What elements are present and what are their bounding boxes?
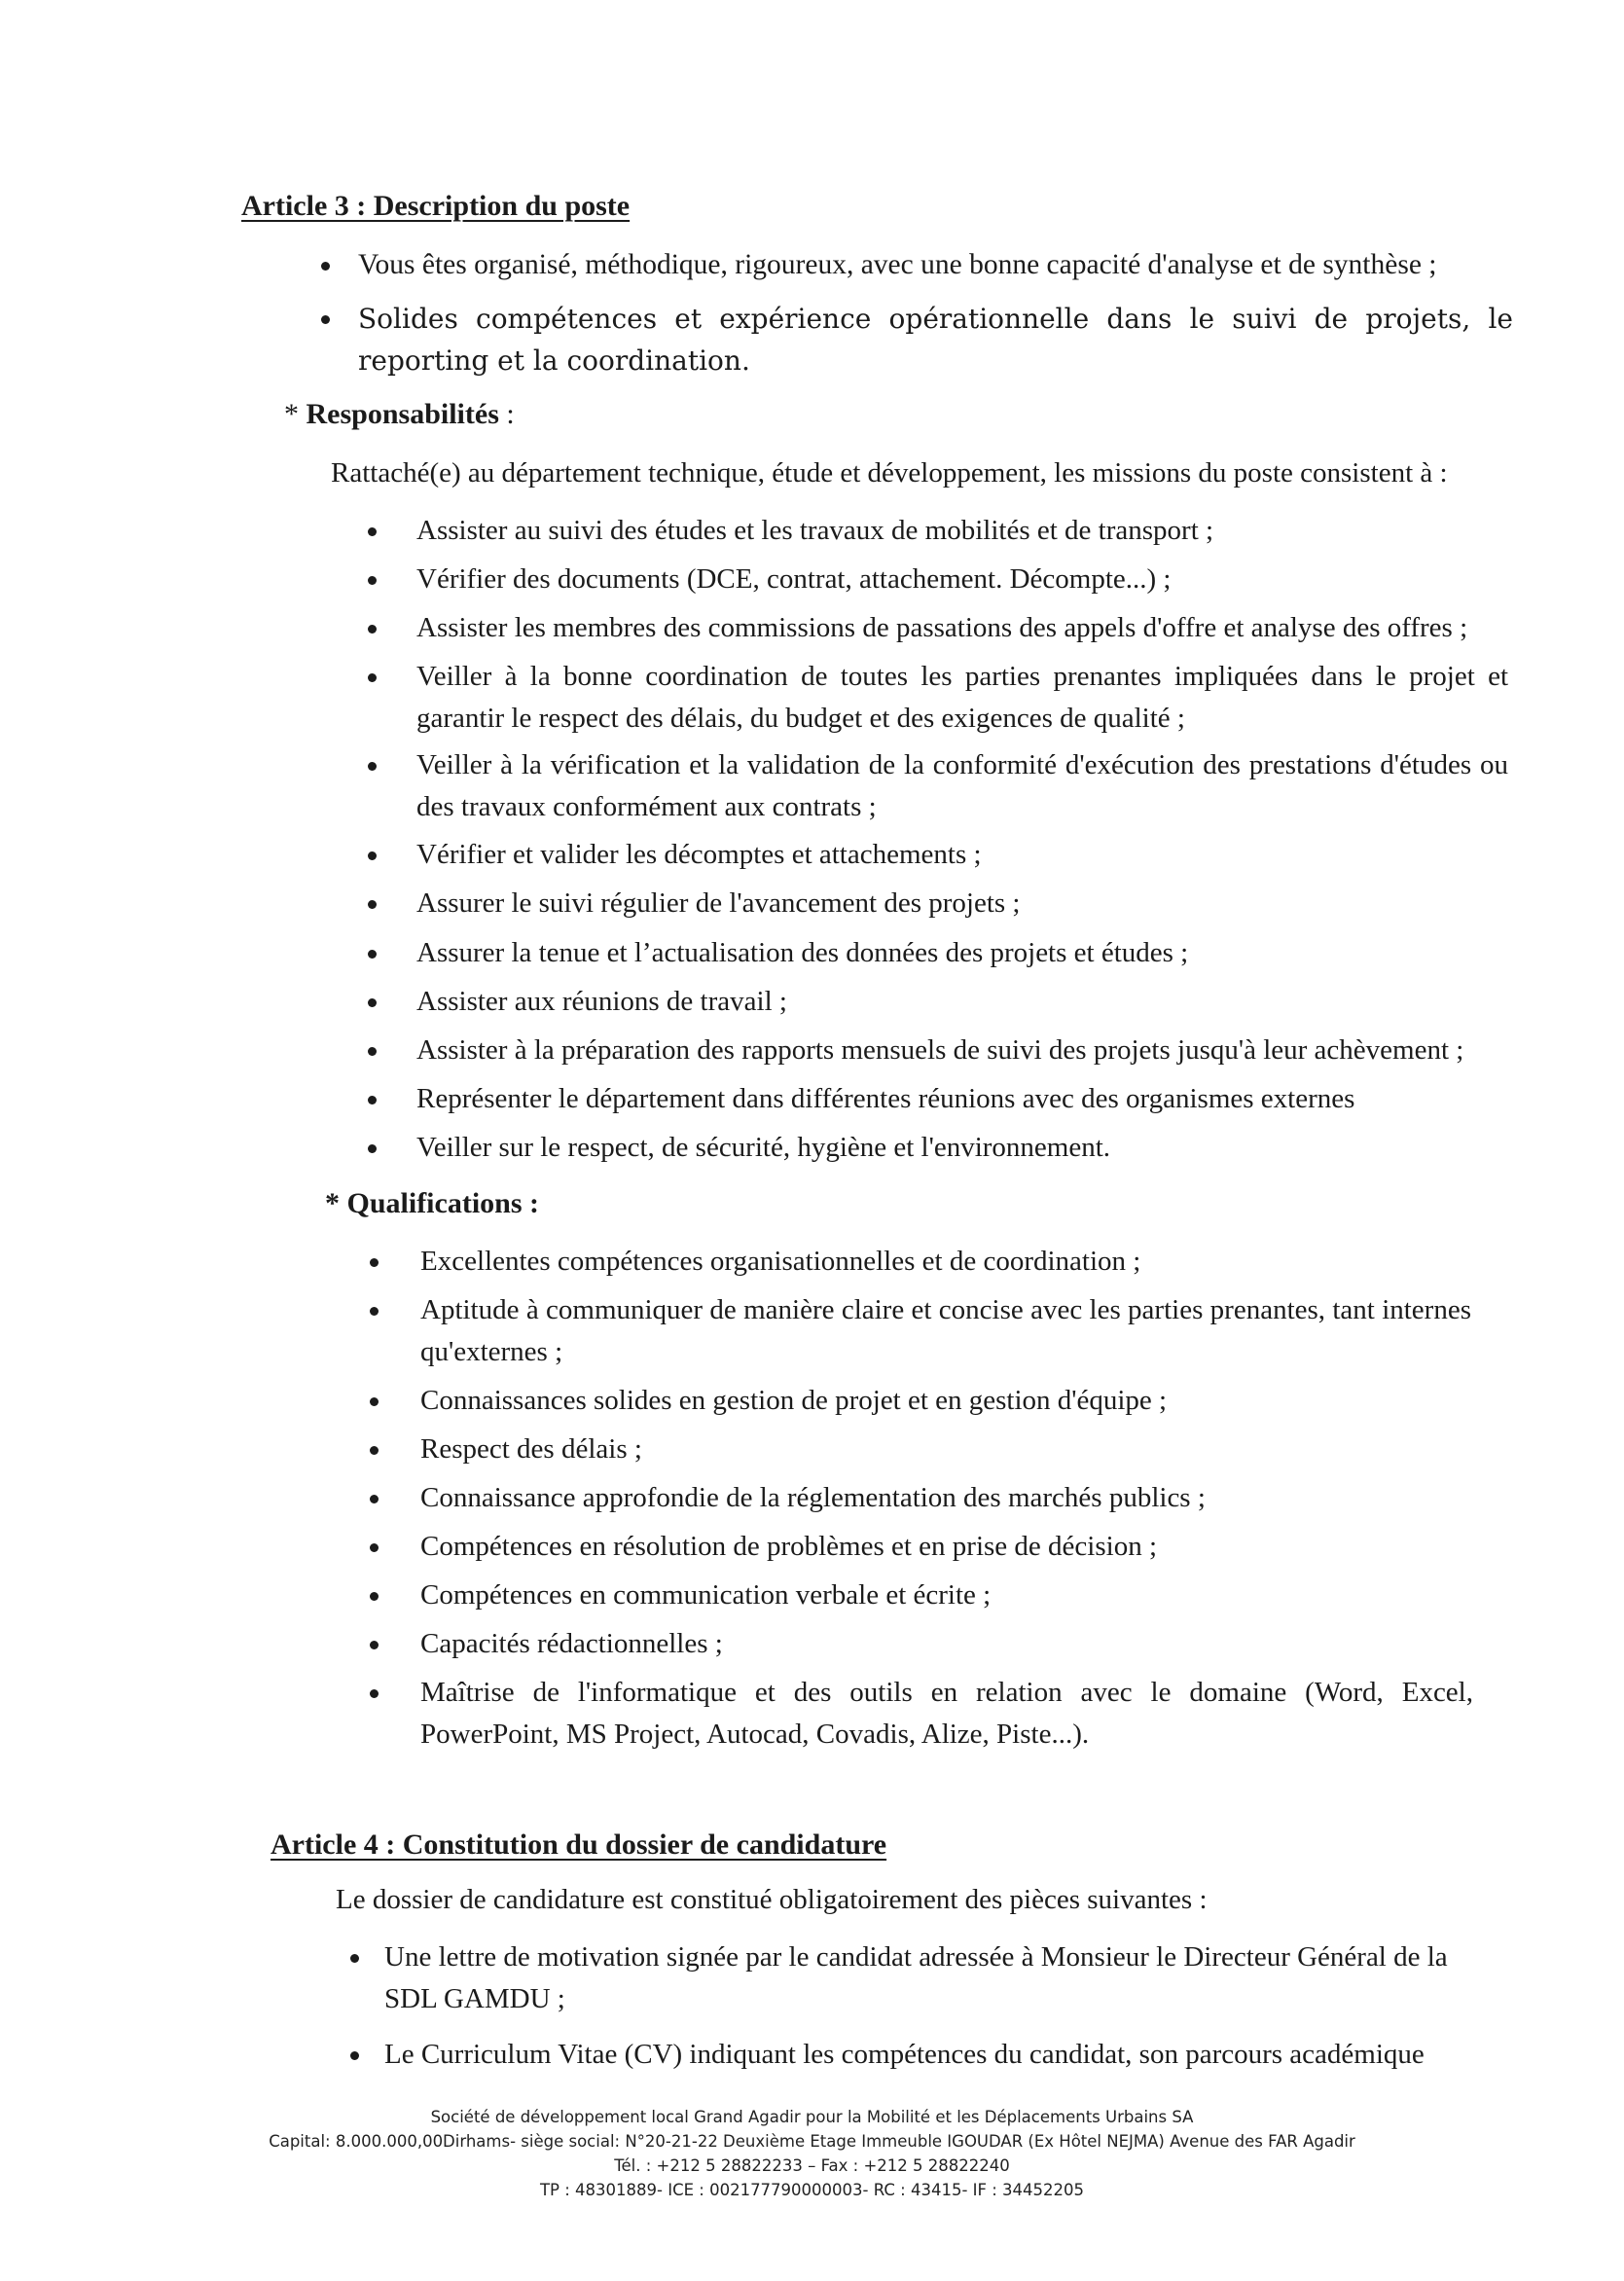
- list-item: [368, 559, 1516, 600]
- bullet-icon: [368, 950, 377, 959]
- bullet-icon: [368, 851, 377, 860]
- responsabilites-label: [284, 398, 515, 431]
- bullet-icon: [370, 1592, 379, 1601]
- list-item: [368, 1030, 1516, 1071]
- list-item-text: Assister les membres des commissions de passations des appels d'offre et analyse des offres ;: [416, 612, 1468, 643]
- list-item-text: Aptitude à communiquer de manière claire et concise avec les parties prenantes, tant internes qu'externes ;: [420, 1294, 1471, 1367]
- list-item: [370, 1623, 1518, 1665]
- bullet-icon: [368, 1144, 377, 1153]
- responsabilites-title: Responsabilités: [306, 398, 499, 430]
- list-item-text: Représenter le département dans différentes réunions avec des organismes externes: [416, 1083, 1355, 1114]
- list-item: [370, 1672, 1473, 1756]
- list-item-text: Veiller sur le respect, de sécurité, hygiène et l'environnement.: [416, 1132, 1111, 1163]
- responsabilites-suffix: :: [498, 398, 515, 430]
- bullet-icon: [368, 900, 377, 909]
- list-item-text: Assurer le suivi régulier de l'avancement des projets ;: [416, 887, 1021, 919]
- list-item-text: Veiller à la vérification et la validation de la conformité d'exécution des prestations d'études ou des travaux conformément aux contrats ;: [416, 749, 1508, 822]
- list-item: [321, 244, 1508, 286]
- article-4-heading: Article 4 : Constitution du dossier de candidature: [271, 1828, 887, 1861]
- bullet-icon: [368, 527, 377, 536]
- list-item-text: Vous êtes organisé, méthodique, rigoureux, avec une bonne capacité d'analyse et de synthèse ;: [358, 249, 1437, 280]
- bullet-icon: [368, 625, 377, 634]
- list-item-text: Respect des délais ;: [420, 1433, 642, 1465]
- article-3-heading: Article 3 : Description du poste: [241, 190, 631, 222]
- bullet-icon: [368, 576, 377, 585]
- bullet-icon: [368, 998, 377, 1007]
- list-item-text: Maîtrise de l'informatique et des outils en relation avec le domaine (Word, Excel, PowerPoint, MS Project, Autocad, Covadis, Alize, Piste...).: [420, 1677, 1473, 1750]
- responsabilites-prefix: *: [284, 398, 307, 430]
- list-item-text: Compétences en communication verbale et écrite ;: [420, 1579, 992, 1611]
- list-item: [350, 1937, 1479, 2020]
- list-item: [368, 981, 1516, 1023]
- list-item-text: Assister au suivi des études et les travaux de mobilités et de transport ;: [416, 515, 1214, 546]
- list-item-text: Une lettre de motivation signée par le candidat adressée à Monsieur le Directeur Général de la SDL GAMDU ;: [384, 1941, 1448, 2014]
- bullet-icon: [370, 1397, 379, 1406]
- list-item: [368, 510, 1516, 552]
- list-item: [368, 656, 1508, 740]
- list-item: [370, 1429, 1518, 1470]
- bullet-icon: [370, 1543, 379, 1552]
- article-4-intro: Le dossier de candidature est constitué obligatoirement des pièces suivantes :: [336, 1884, 1208, 1915]
- bullet-icon: [350, 2051, 359, 2060]
- list-item: [368, 932, 1516, 974]
- bullet-icon: [370, 1258, 379, 1267]
- list-item-text: Veiller à la bonne coordination de toutes les parties prenantes impliquées dans le projet et garantir le respect des délais, du budget et des exigences de qualité ;: [416, 661, 1508, 734]
- list-item: [368, 834, 1516, 876]
- bullet-icon: [370, 1307, 379, 1316]
- bullet-icon: [368, 1096, 377, 1104]
- list-item-text: Assurer la tenue et l’actualisation des données des projets et études ;: [416, 937, 1189, 968]
- list-item-text: Assister à la préparation des rapports mensuels de suivi des projets jusqu'à leur achèvement ;: [416, 1034, 1464, 1066]
- responsabilites-intro: Rattaché(e) au département technique, étude et développement, les missions du poste consistent à :: [331, 457, 1448, 489]
- bullet-icon: [370, 1495, 379, 1503]
- list-item-text: Assister aux réunions de travail ;: [416, 986, 787, 1017]
- list-item: [370, 1575, 1518, 1616]
- bullet-icon: [368, 762, 377, 771]
- list-item: [368, 1127, 1516, 1169]
- list-item: [370, 1477, 1518, 1519]
- bullet-icon: [321, 262, 330, 271]
- list-item-text: Vérifier et valider les décomptes et attachements ;: [416, 839, 982, 870]
- bullet-icon: [368, 1047, 377, 1056]
- list-item: [370, 1289, 1471, 1373]
- list-item: [370, 1380, 1518, 1422]
- list-item-text: Connaissance approfondie de la réglementation des marchés publics ;: [420, 1482, 1206, 1513]
- list-item: [368, 607, 1516, 649]
- footer-capital-address: Capital: 8.000.000,00Dirhams- siège social: N°20-21-22 Deuxième Etage Immeuble IGOUDAR (Ex Hôtel NEJMA) Avenue des FAR Agadir: [269, 2132, 1355, 2151]
- footer-identifiers: TP : 48301889- ICE : 002177790000003- RC : 43415- IF : 34452205: [539, 2181, 1085, 2199]
- list-item: [370, 1526, 1518, 1568]
- list-item: [368, 744, 1508, 828]
- bullet-icon: [370, 1641, 379, 1649]
- bullet-icon: [370, 1689, 379, 1698]
- list-item-text: Compétences en résolution de problèmes et en prise de décision ;: [420, 1531, 1158, 1562]
- bullet-icon: [350, 1954, 359, 1963]
- bullet-icon: [370, 1446, 379, 1455]
- footer-company-name: Société de développement local Grand Agadir pour la Mobilité et les Déplacements Urbains SA: [430, 2108, 1194, 2126]
- list-item: [368, 883, 1516, 924]
- list-item-text: Capacités rédactionnelles ;: [420, 1628, 723, 1659]
- list-item-text: Vérifier des documents (DCE, contrat, attachement. Décompte...) ;: [416, 563, 1172, 595]
- list-item-text: Le Curriculum Vitae (CV) indiquant les compétences du candidat, son parcours académique: [384, 2039, 1425, 2070]
- list-item-text: Connaissances solides en gestion de projet et en gestion d'équipe ;: [420, 1385, 1168, 1416]
- bullet-icon: [368, 673, 377, 682]
- list-item-text: Excellentes compétences organisationnelles et de coordination ;: [420, 1246, 1141, 1277]
- list-item: [321, 298, 1513, 381]
- list-item: [350, 2034, 1489, 2076]
- qualifications-label: * Qualifications :: [325, 1187, 540, 1219]
- list-item-text: Solides compétences et expérience opérationnelle dans le suivi de projets, le reporting et la coordination.: [358, 303, 1513, 377]
- footer-phone-fax: Tél. : +212 5 28822233 – Fax : +212 5 28822240: [614, 2156, 1010, 2175]
- list-item: [370, 1241, 1518, 1283]
- bullet-icon: [321, 315, 330, 324]
- list-item: [368, 1078, 1516, 1120]
